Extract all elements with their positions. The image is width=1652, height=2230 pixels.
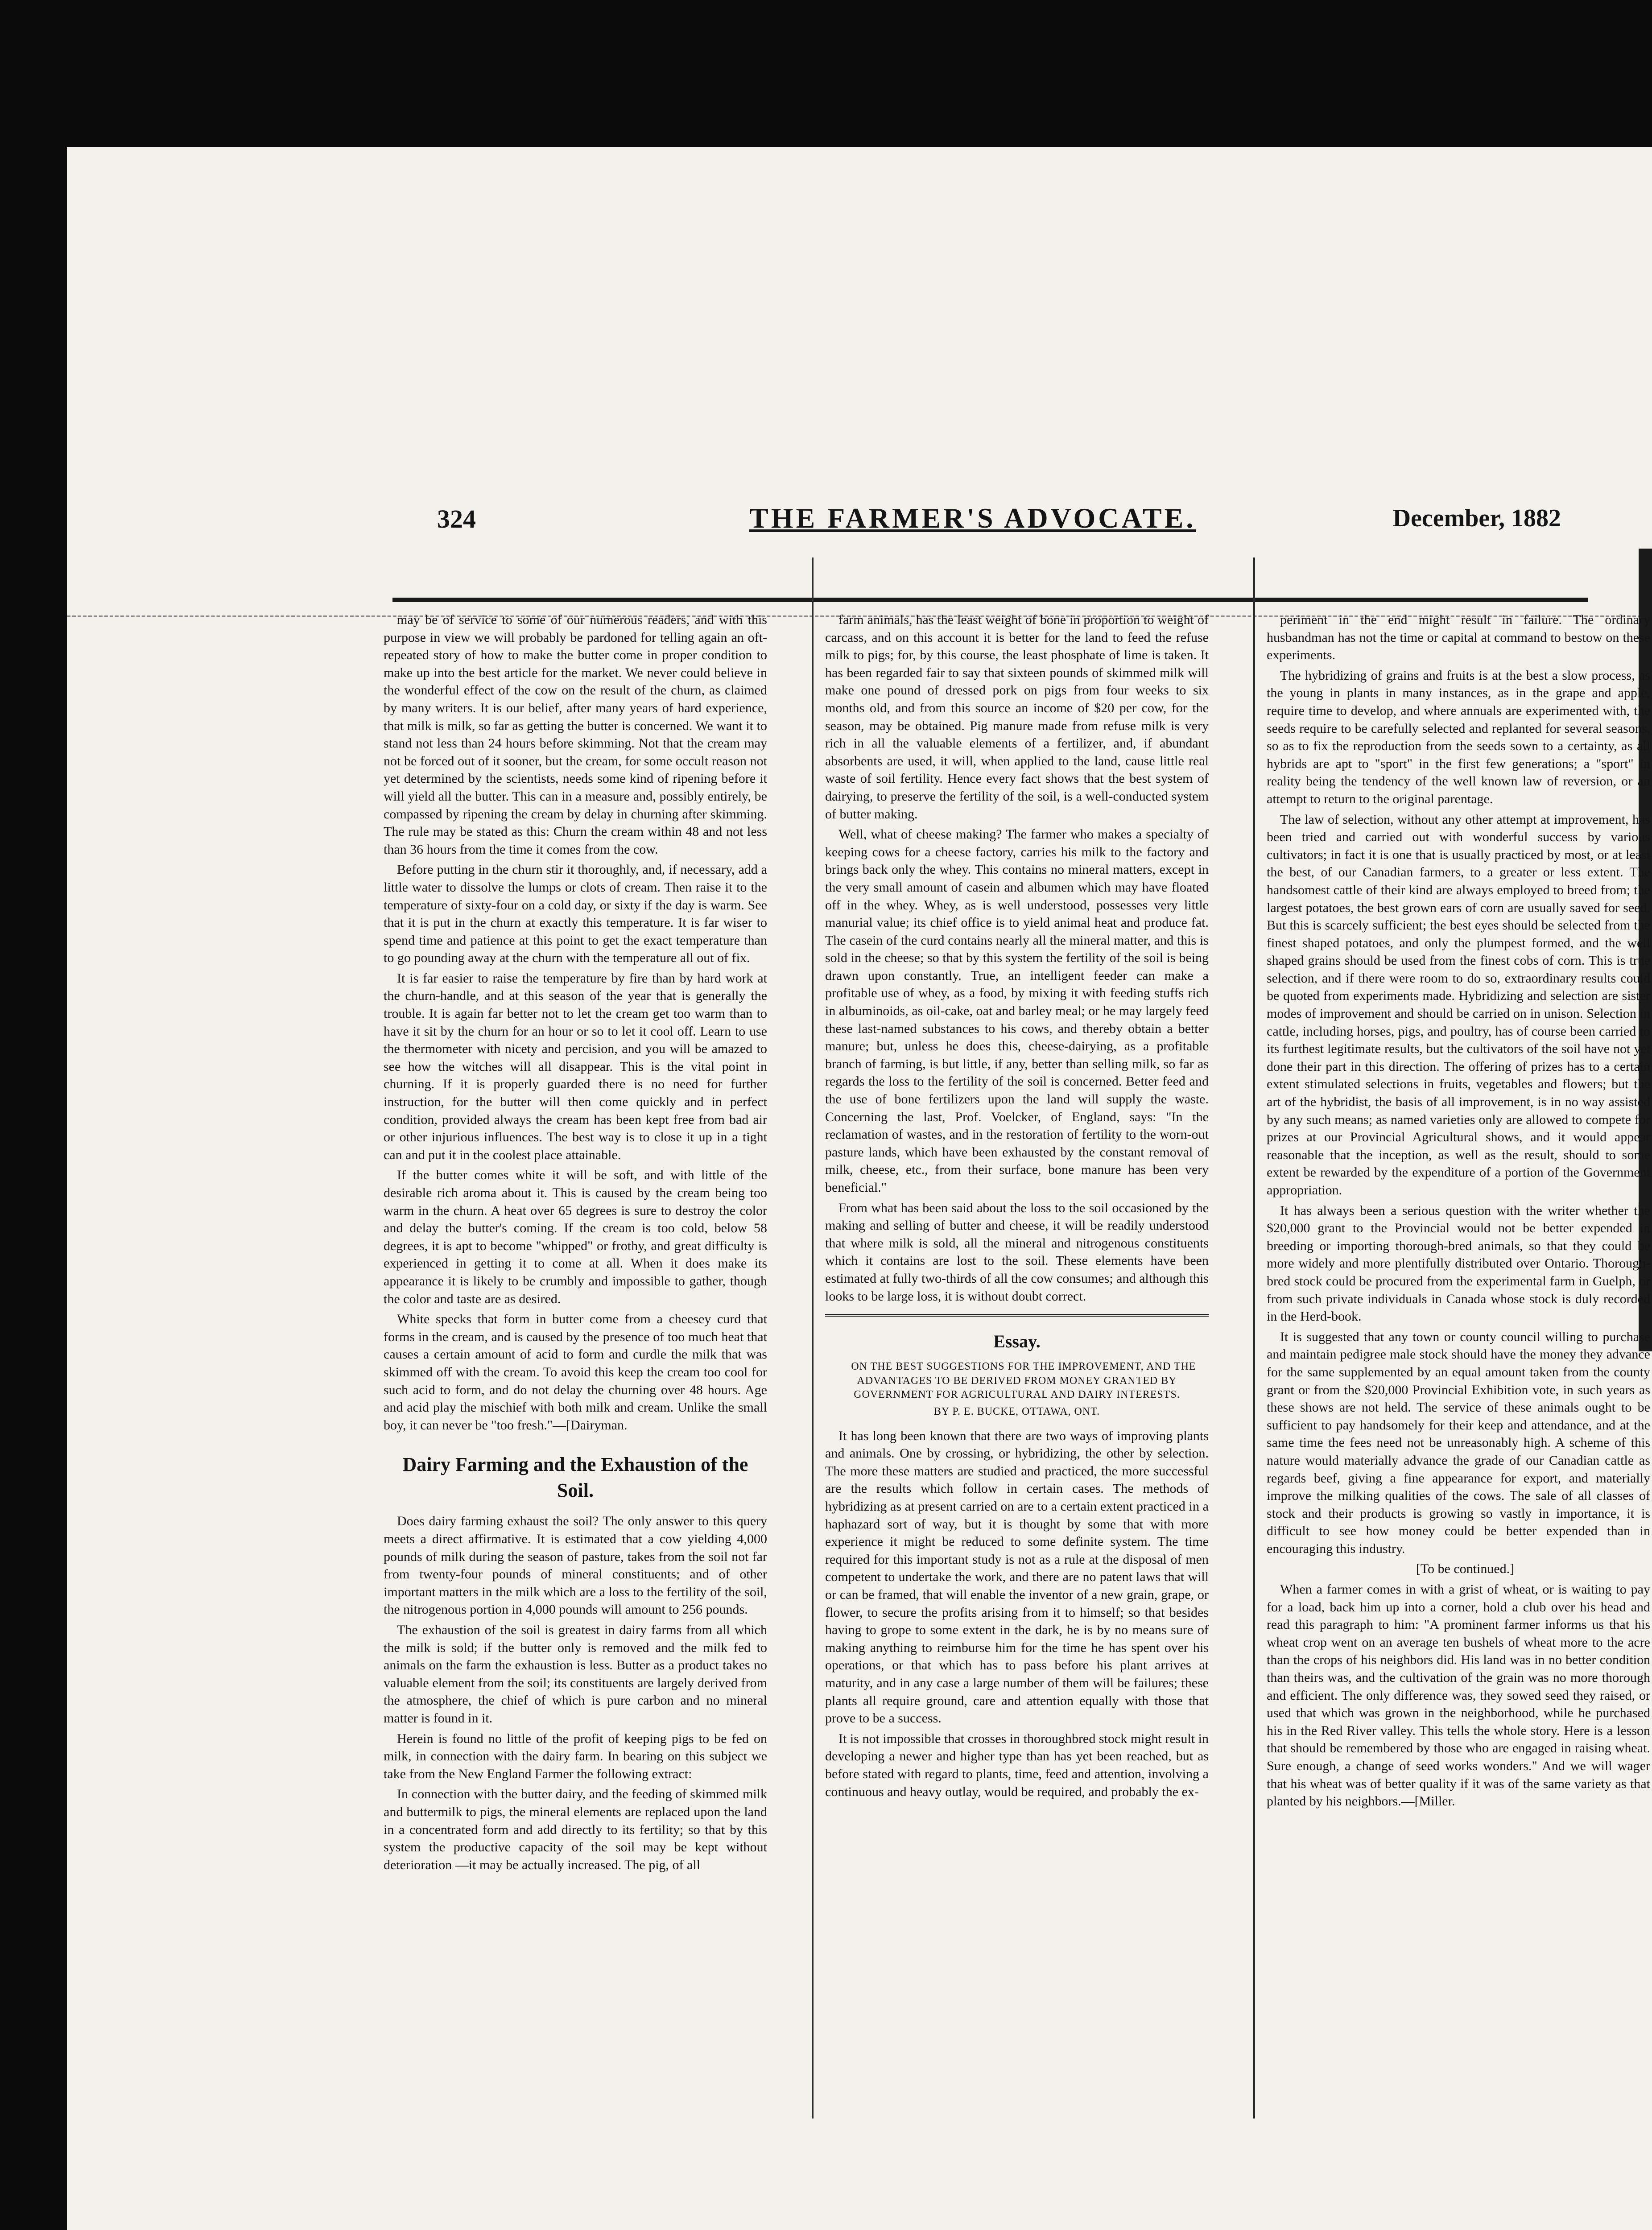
paragraph: may be of service to some of our numerous readers, and with this purpose in view we will probably be pardoned for telling again an oft-repeated story of how to make the butter come in proper condition to make up into the best article for the market. We never could believe in the wonderful effect of the cow on the result of the churn, as claimed by many writers. It is our belief, after many years of hard experience, that milk is milk, so far as getting the butter is concerned. We want it to stand not less than 24 hours before skimming. Not that the cream may not be forced out of it sooner, but the cream, for some occult reason not yet determined by the scientists, needs some kind of ripening before it will yield all the butter. This can in a measure and, possibly entirely, be compassed by ripening the cream by delay in churning after skimming. The rule may be stated as this: Churn the cream within 48 and not less than 36 hours from the time it comes from the cow.: [384, 612, 767, 857]
essay-subtitle: ON THE BEST SUGGESTIONS FOR THE IMPROVEMENT, AND THE ADVANTAGES TO BE DERIVED FROM MONEY GRANTED BY GOVERNMENT FOR AGRICULTURAL AND DAIRY INTERESTS.: [851, 1360, 1196, 1401]
paragraph: It is suggested that any town or county council willing to purchase and maintain pedigree male stock should have the money they advance for the same supplemented by an equal amount taken from the county grant or from the $20,000 Provincial Exhibition vote, in such years as these shows are not held. The service of these animals ought to be sufficient to pay handsomely for their keep and attendance, and at the same time the fees need not be unreasonably high. A scheme of this nature would materially advance the grade of our Canadian cattle as regards beef, giving a fine appearance for export, and materially improve the milking qualities of the cows. The sale of all classes of stock and their products is growing so vastly in importance, it is difficult to see how money could be better expended than in encouraging this industry.: [1267, 1329, 1650, 1556]
paragraph: farm animals, has the least weight of bone in proportion to weight of carcass, and on this account it is better for the land to feed the refuse milk to pigs; for, by this course, the least phosphate of lime is taken. It has been regarded fair to say that sixteen pounds of skimmed milk will make one pound of dressed pork on pigs from four weeks to six months old, and from this source an income of $20 per cow, for the season, may be obtained. Pig manure made from refuse milk is very rich in all the valuable elements of a fertilizer, and, if abundant absorbents are used, it will, when applied to the land, cause little real waste of soil fertility. Hence every fact shows that the best system of dairying, to preserve the fertility of the soil, is a well-conducted system of butter making.: [825, 612, 1209, 822]
paragraph: The law of selection, without any other attempt at improvement, has been tried and carried out with wonderful success by various cultivators; in fact it is one that is usually practiced by most, or at least the best, of our Canadian farmers, to a greater or less extent. The handsomest cattle of their kind are always employed to breed from; the largest potatoes, the best grown ears of corn are usually saved for seed. But this is scarcely sufficient; the best eyes should be selected from the finest shaped potatoes, and only the plumpest formed, and the well shaped grains should be used from the finest cobs of corn. This is true selection, and if there were room to do so, extraordinary results could be quoted from experiments made. Hybridizing and selection are sister modes of improvement and should be carried on in unison. Selection in cattle, including horses, pigs, and poultry, has of course been carried to its furthest legitimate results, but the cultivators of the soil have not yet done their part in this direction. The offering of prizes has to a certain extent stimulated selections in fruits, vegetables and flowers; but the art of the hybridist, the basis of all improvement, is in no way assisted by any such means; as named varieties only are allowed to compete for prizes at our Provincial Agricultural shows, and it would appear reasonable that the inception, as well as the result, should to some extent be rewarded by the expenditure of a portion of the Government appropriation.: [1267, 812, 1650, 1198]
paragraph: From what has been said about the loss to the soil occasioned by the making and selling of butter and cheese, it will be readily understood that where milk is sold, all the mineral and nitrogenous constituents which it contains are lost to the soil. These elements have been estimated at fully two-thirds of all the cow consumes; and although this looks to be large loss, it is without doubt correct.: [825, 1200, 1209, 1304]
paragraph: The hybridizing of grains and fruits is at the best a slow process, as the young in plants in many instances, as in the grape and apple, require time to develop, and where annuals are experimented with, the seeds require to be carefully selected and replanted for several seasons, so as to fix the reproduction from the seeds sown to a certainty, as all hybrids are apt to "sport" in the first few generations; a "sport" in reality being the tendency of the well known law of reversion, or an attempt to return to the original parentage.: [1267, 668, 1650, 806]
page-number: 324: [437, 504, 476, 533]
paragraph: The exhaustion of the soil is greatest in dairy farms from all which the milk is sold; if the butter only is removed and the milk fed to animals on the farm the exhaustion is less. Butter as a product takes no valuable element from the soil; its constituents are largely derived from the atmosphere, the chief of which is pure carbon and no mineral matter is found in it.: [384, 1623, 767, 1726]
paragraph: If the butter comes white it will be soft, and with little of the desirable rich aroma about it. This is caused by the cream being too warm in the churn. A heat over 65 degrees is sure to destroy the color and delay the butter's coming. If the cream is too cold, below 58 degrees, it is apt to become "whipped" or frothy, and great difficulty is experienced in getting it to come at all. When it does make its appearance it is likely to be crumbly and impossible to gather, though the color and taste are as desired.: [384, 1168, 767, 1306]
paragraph: When a farmer comes in with a grist of wheat, or is waiting to pay for a load, back him up into a corner, hold a club over his head and read this paragraph to him: "A prominent farmer informs us that his wheat crop went on an average ten bushels of wheat more to the acre than the crops of his neighbors did. His land was in no better condition than theirs was, and the cultivation of the grain was no more thorough and efficient. The only difference was, they sowed seed they raised, or used that which was grown in the neighborhood, while he purchased his in the Red River valley. This tells the whole story. Here is a lesson that should be remembered by those who are engaged in raising wheat. Sure enough, a change of seed works wonders." And we will wager that his wheat was of better quality if it was of the same variety as that planted by his neighbors.—[Miller.: [1267, 1582, 1650, 1809]
column-1: [384, 611, 767, 2172]
paragraph: It is far easier to raise the temperature by fire than by hard work at the churn-handle, and at this season of the year that is generally the trouble. It is again far better not to let the cream get too warm than to have it sit by the churn for an hour or so to let it cool off. Learn to use the thermometer with nicety and percision, and you will be amazed to see how the witches will all disappear. This is the vital point in churning. If it is properly guarded there is no need for further instruction, for the butter will then come quickly and in perfect condition, provided always the cream has been kept free from bad air or other injurious influences. The best way is to close it up in a tight can and put it in the coolest place attainable.: [384, 970, 767, 1162]
column-3: [1267, 611, 1650, 2172]
section-divider: [825, 1314, 1209, 1317]
paragraph: Before putting in the churn stir it thoroughly, and, if necessary, add a little water to dissolve the lumps or clots of cream. Then raise it to the temperature of sixty-four on a cold day, or sixty if the day is warm. See that it is put in the churn at exactly this temperature. It is far wiser to spend time and patience at this point to get the exact temperature than to go pounding away at the churn with the temperature all out of fix.: [384, 862, 767, 966]
page-header: [392, 500, 1588, 602]
paragraph: Does dairy farming exhaust the soil? The only answer to this query meets a direct affirmative. It is estimated that a cow yielding 4,000 pounds of milk during the season of pasture, takes from the soil not far from twenty-four pounds of mineral constituents; and of other important matters in the milk which are a loss to the fertility of the soil, the nitrogenous portion in 4,000 pounds will amount to 256 pounds.: [384, 1514, 767, 1617]
paragraph: periment in the end might result in failure. The ordinary husbandman has not the time or capital at command to bestow on these experiments.: [1267, 612, 1650, 663]
column-2: [825, 611, 1209, 2172]
paragraph: Well, what of cheese making? The farmer who makes a specialty of keeping cows for a cheese factory, carries his milk to the factory and brings back only the whey. This contains no mineral matters, except in the very small amount of casein and albumen which may have floated off in the whey. Whey, as is well understood, possesses very little manurial value; its chief office is to yield animal heat and produce fat. The casein of the curd contains nearly all the mineral matter, and this is sold in the cheese; so that by this system the fertility of the soil is being drawn upon constantly. True, an intelligent feeder can make a profitable use of whey, as a food, by mixing it with feeding stuffs rich in albuminoids, as oil-cake, oat and barley meal; or he may largely feed these last-named substances to his cows, and thereby obtain a better manure; but, unless he does this, cheese-dairying, as a profitable branch of farming, is but little, if any, better than selling milk, so far as regards the loss to the fertility of the soil is concerned. Better feed and the use of bone fertilizers upon the land will supply the waste. Concerning the last, Prof. Voelcker, of England, says: "In the reclamation of wastes, and in the restoration of fertility to the worn-out pasture lands, which have been exhausted by the constant removal of milk, cheese, etc., from their surface, bone manure has been very beneficial.": [825, 827, 1209, 1195]
paragraph: White specks that form in butter come from a cheesey curd that forms in the cream, and is caused by the presence of too much heat that causes a certain amount of acid to form and curdle the milk that was skimmed off with the cream. To avoid this keep the cream too cool for such acid to form, and do not delay the churning over 48 hours. Age and acid play the mischief with both milk and cream. Unlike the small boy, it can never be "too fresh."—[Dairyman.: [384, 1312, 767, 1433]
article-heading: Dairy Farming and the Exhaustion of the Soil.: [402, 1454, 748, 1502]
paragraph: Herein is found no little of the profit of keeping pigs to be fed on milk, in connection with the dairy farm. In bearing on this subject we take from the New England Farmer the following extract:: [384, 1731, 767, 1781]
column-rule: [1253, 558, 1255, 2118]
paragraph: It has always been a serious question with the writer whether the $20,000 grant to the Provincial would not be better expended in breeding or importing thorough-bred animals, so that they could be more widely and more plentifully distributed over Ontario. Thorough-bred stock could be procured from the experimental farm in Guelph, or from such private individuals in Canada whose stock is duly recorded in the Herd-book.: [1267, 1203, 1650, 1324]
paragraph: It is not impossible that crosses in thoroughbred stock might result in developing a newer and higher type than has yet been reached, but as before stated with regard to plants, time, feed and attention, involving a continuous and heavy outlay, would be required, and probably the ex-: [825, 1731, 1209, 1799]
essay-title: Essay.: [993, 1331, 1041, 1352]
issue-date: December, 1882: [1392, 504, 1561, 532]
column-rule: [812, 558, 814, 2118]
paragraph: It has long been known that there are two ways of improving plants and animals. One by crossing, or hybridizing, the other by selection. The more these matters are studied and practiced, the more successful are the results which follow in certain cases. The methods of hybridizing as at present carried on are to a certain extent practiced in a haphazard sort of way, but it is thought by some that with more experience it might be reduced to some definite system. The time required for this important study is not as a rule at the disposal of men competent to undertake the work, and there are no patent laws that will or can be framed, that will enable the inventor of a new grain, grape, or flower, to secure the profits arising from it to himself; so that besides having to grope to some extent in the dark, he is by no means sure of making anything to reimburse him for the time he has spent over his operations, or that which has to pass before his plant arrives at maturity, and in any case a large number of them will be failures; these plants all require ground, care and attention equally with those that prove to be a success.: [825, 1428, 1209, 1726]
paragraph: In connection with the butter dairy, and the feeding of skimmed milk and buttermilk to pigs, the mineral elements are replaced upon the land in a concentrated form and add directly to its fertility; so that by this system the productive capacity of the soil may be kept without deterioration —it may be actually increased. The pig, of all: [384, 1787, 767, 1872]
continued-note: [To be continued.]: [1416, 1561, 1515, 1577]
masthead: THE FARMER'S ADVOCATE.: [749, 502, 1196, 534]
byline: BY P. E. BUCKE, OTTAWA, ONT.: [933, 1405, 1100, 1417]
